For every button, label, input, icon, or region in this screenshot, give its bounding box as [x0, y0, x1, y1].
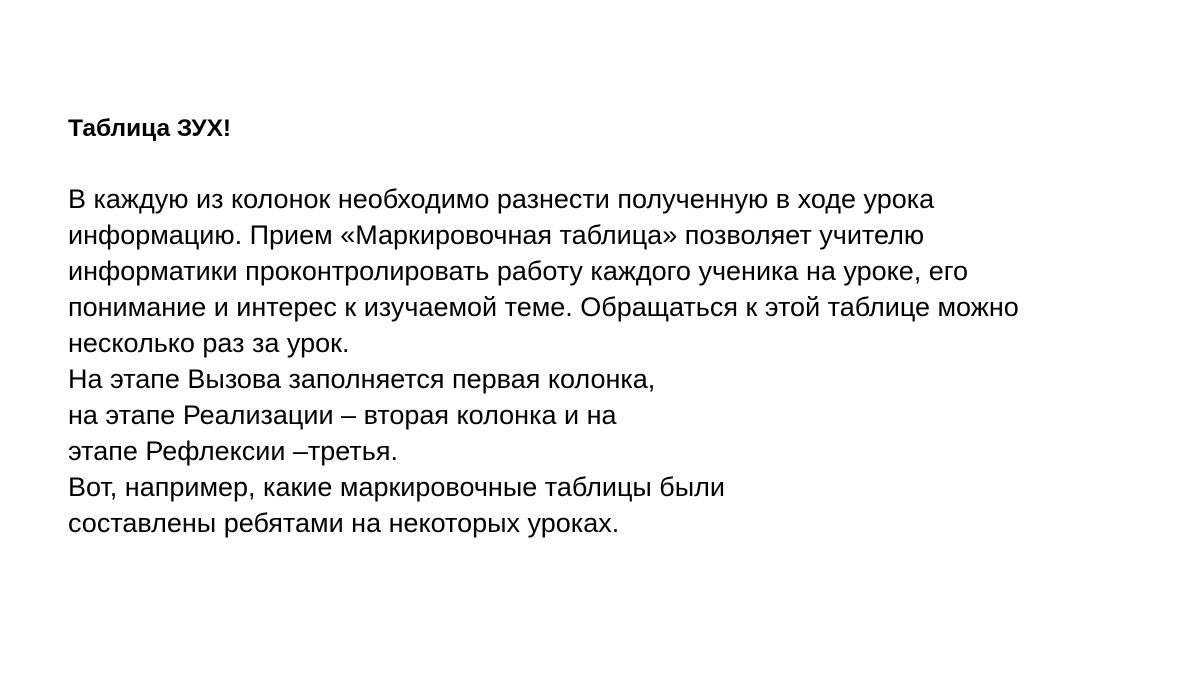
slide-body — [68, 181, 1168, 541]
slide-title: Таблица ЗУХ! — [68, 115, 232, 142]
body-line: На этапе Вызова заполняется первая колонка, — [68, 364, 656, 394]
body-line: понимание и интерес к изучаемой теме. Обращаться к этой таблице можно — [68, 292, 1019, 322]
body-line: информатики проконтролировать работу каждого ученика на уроке, его — [68, 256, 969, 286]
body-line: Вот, например, какие маркировочные таблицы были — [68, 472, 726, 502]
body-line: этапе Рефлексии –третья. — [68, 436, 398, 466]
body-line: несколько раз за урок. — [68, 328, 350, 358]
body-line: составлены ребятами на некоторых уроках. — [68, 508, 620, 538]
body-line: информацию. Прием «Маркировочная таблица» позволяет учителю — [68, 220, 925, 250]
body-line: на этапе Реализации – вторая колонка и на — [68, 400, 617, 430]
body-line: В каждую из колонок необходимо разнести полученную в ходе урока — [68, 184, 935, 214]
